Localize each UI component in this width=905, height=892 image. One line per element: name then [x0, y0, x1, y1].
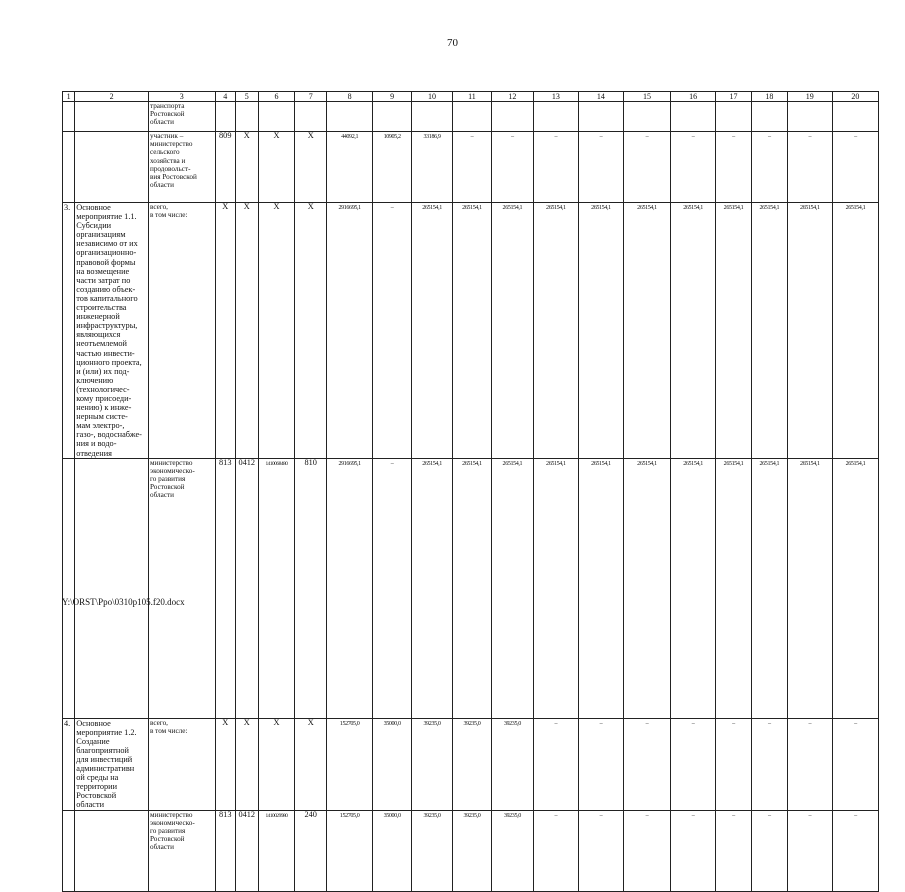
value-cell: – [832, 132, 878, 203]
value-cell: 265154,1 [671, 203, 716, 459]
measure-name [75, 132, 149, 203]
value-cell: – [623, 132, 670, 203]
value-cell: 265154,1 [533, 203, 578, 459]
column-header: 12 [491, 92, 533, 102]
executor-line: министерство [149, 458, 193, 467]
measure-name-line: отведения [76, 448, 112, 458]
executor-line: всего, [149, 203, 168, 211]
measure-name-line: созданию объек- [76, 284, 136, 294]
value-cell: – [623, 718, 670, 810]
value-cell: – [751, 718, 787, 810]
value-cell: – [578, 810, 623, 891]
column-header: 7 [295, 92, 327, 102]
header-row [63, 92, 879, 102]
value-cell: 265154,1 [751, 203, 787, 459]
value-cell: – [751, 810, 787, 891]
executor-line: в том числе: [149, 211, 188, 220]
measure-name-line: организационно- [76, 248, 137, 258]
value-cell: 39235,0 [412, 718, 453, 810]
measure-name-line: нению) к инже- [76, 403, 132, 413]
measure-name-line: строительства [76, 303, 127, 313]
value-cell: 265154,1 [832, 203, 878, 459]
measure-name-line: газо-, водоснабже- [76, 430, 142, 440]
value-cell: – [716, 132, 752, 203]
measure-name-line: мам электро-, [76, 421, 125, 431]
executor-line: продовольст- [149, 164, 191, 173]
measure-name-line: части затрат по [76, 275, 131, 285]
column-header: 4 [215, 92, 235, 102]
value-cell: – [671, 810, 716, 891]
measure-name-line: инфраструктуры, [76, 321, 138, 331]
value-cell: 10905,2 [373, 132, 412, 203]
value-cell [412, 102, 453, 132]
value-cell [578, 102, 623, 132]
measure-name-line: неотъемлемой [76, 339, 127, 349]
value-cell [215, 102, 235, 132]
column-header: 17 [716, 92, 752, 102]
value-cell: 0412 [236, 458, 259, 718]
file-path: Y:\ORST\Ppo\0310p105.f20.docx [62, 597, 185, 607]
value-cell: 265154,1 [578, 458, 623, 718]
value-cell: 240 [295, 810, 327, 891]
value-cell: X [215, 718, 235, 810]
value-cell: – [716, 810, 752, 891]
measure-name-line: Субсидии [76, 221, 112, 231]
value-cell: 152705,0 [327, 718, 373, 810]
executor-line: области [149, 843, 175, 852]
measure-name-line: кому присоеди- [76, 393, 132, 403]
value-cell: 265154,1 [623, 203, 670, 459]
value-cell: 809 [215, 132, 235, 203]
executor-cell [148, 102, 215, 132]
measure-name-line: тов капитального [76, 293, 138, 303]
value-cell: 813 [215, 810, 235, 891]
measure-name-line: являющихся [76, 330, 121, 340]
row-number [63, 102, 75, 132]
value-cell: – [832, 810, 878, 891]
table-row [63, 132, 879, 203]
value-cell [716, 102, 752, 132]
measure-name-line: ционного проекта, [76, 357, 142, 367]
executor-line: го развития [149, 475, 186, 484]
value-cell: 265154,1 [787, 203, 832, 459]
measure-name [75, 810, 149, 891]
value-cell: – [787, 810, 832, 891]
column-header: 18 [751, 92, 787, 102]
value-cell: 39235,0 [453, 718, 492, 810]
value-cell: – [578, 718, 623, 810]
value-cell [623, 102, 670, 132]
value-cell: – [751, 132, 787, 203]
value-cell: 39235,0 [453, 810, 492, 891]
value-cell: – [533, 132, 578, 203]
table-row [63, 102, 879, 132]
value-cell: 810 [295, 458, 327, 718]
value-cell [491, 102, 533, 132]
value-cell: 265154,1 [787, 458, 832, 718]
value-cell: 35000,0 [373, 718, 412, 810]
value-cell [671, 102, 716, 132]
value-cell: 265154,1 [453, 203, 492, 459]
executor-line: области [149, 181, 175, 190]
value-cell: 2916695,1 [327, 458, 373, 718]
measure-name-line: административн [76, 764, 135, 774]
executor-line: транспорта [149, 102, 185, 110]
value-cell: X [215, 203, 235, 459]
executor-line: Ростовской [149, 483, 185, 492]
value-cell: – [491, 132, 533, 203]
executor-line: участник – [149, 132, 184, 140]
measure-name [75, 458, 149, 718]
column-header: 9 [373, 92, 412, 102]
value-cell: X [236, 203, 259, 459]
value-cell [832, 102, 878, 132]
value-cell: 33186,9 [412, 132, 453, 203]
measure-name [75, 102, 149, 132]
value-cell: 2916695,1 [327, 203, 373, 459]
value-cell: X [295, 718, 327, 810]
value-cell: 44092,1 [327, 132, 373, 203]
executor-cell [148, 810, 215, 891]
column-header: 2 [75, 92, 149, 102]
measure-name-line: (технологичес- [76, 384, 130, 394]
column-header: 19 [787, 92, 832, 102]
measure-name-line: на возмещение [76, 266, 130, 276]
value-cell: X [258, 132, 295, 203]
executor-cell [148, 203, 215, 459]
value-cell [295, 102, 327, 132]
measure-name-line: ния и водо- [76, 439, 117, 449]
executor-cell [148, 718, 215, 810]
row-number [63, 810, 75, 891]
value-cell: – [787, 718, 832, 810]
column-header: 1 [63, 92, 75, 102]
value-cell [258, 102, 295, 132]
executor-line: экономическо- [149, 818, 195, 827]
value-cell: – [716, 718, 752, 810]
value-cell: 39235,0 [491, 718, 533, 810]
executor-line: Ростовской [149, 835, 185, 844]
executor-line: хозяйства и [149, 156, 186, 165]
row-number: 3. [63, 203, 75, 459]
value-cell: 35000,0 [373, 810, 412, 891]
table-row [63, 718, 879, 810]
value-cell: 265154,1 [412, 458, 453, 718]
measure-name-line: мероприятие 1.2. [76, 727, 137, 737]
value-cell: – [533, 810, 578, 891]
value-cell: 265154,1 [578, 203, 623, 459]
column-header: 8 [327, 92, 373, 102]
measure-name-line: Основное [76, 718, 111, 728]
column-header: 3 [148, 92, 215, 102]
table-row [63, 203, 879, 459]
value-cell: – [787, 132, 832, 203]
value-cell: 1410068480 [258, 458, 295, 718]
value-cell [751, 102, 787, 132]
executor-cell [148, 132, 215, 203]
value-cell: X [258, 718, 295, 810]
executor-line: в том числе: [149, 726, 188, 735]
value-cell: 39235,0 [491, 810, 533, 891]
value-cell [327, 102, 373, 132]
value-cell [453, 102, 492, 132]
value-cell: 265154,1 [716, 458, 752, 718]
column-header: 5 [236, 92, 259, 102]
measure-name-line: благоприятной [76, 745, 129, 755]
value-cell: 265154,1 [453, 458, 492, 718]
value-cell: – [832, 718, 878, 810]
measure-name-line: частью инвести- [76, 348, 135, 358]
budget-table [62, 91, 879, 892]
value-cell: – [671, 132, 716, 203]
measure-name-line: области [76, 800, 105, 810]
executor-line: области [149, 491, 175, 500]
value-cell: 265154,1 [751, 458, 787, 718]
value-cell: – [671, 718, 716, 810]
measure-name-line: территории [76, 782, 118, 792]
value-cell [373, 102, 412, 132]
table-row [63, 810, 879, 891]
value-cell: – [578, 132, 623, 203]
executor-line: сельского [149, 148, 180, 157]
value-cell: 265154,1 [412, 203, 453, 459]
column-header: 15 [623, 92, 670, 102]
executor-line: экономическо- [149, 466, 195, 475]
executor-line: области [149, 118, 175, 127]
executor-line: Ростовской [149, 110, 185, 119]
column-header: 6 [258, 92, 295, 102]
value-cell [533, 102, 578, 132]
value-cell: X [258, 203, 295, 459]
column-header: 11 [453, 92, 492, 102]
value-cell: 0412 [236, 810, 259, 891]
measure-name-line: для инвестиций [76, 755, 133, 764]
value-cell: – [373, 458, 412, 718]
column-header: 20 [832, 92, 878, 102]
value-cell: 265154,1 [533, 458, 578, 718]
value-cell: 265154,1 [671, 458, 716, 718]
value-cell: 813 [215, 458, 235, 718]
value-cell: X [295, 132, 327, 203]
measure-name-line: Ростовской [76, 791, 117, 801]
measure-name-line: независимо от их [76, 239, 138, 249]
table-row [63, 458, 879, 718]
value-cell: – [373, 203, 412, 459]
executor-line: всего, [149, 718, 168, 727]
executor-cell [148, 458, 215, 718]
value-cell: – [533, 718, 578, 810]
value-cell: 265154,1 [716, 203, 752, 459]
measure-name-line: ключению [76, 375, 114, 385]
column-header: 10 [412, 92, 453, 102]
value-cell: 265154,1 [623, 458, 670, 718]
executor-line: го развития [149, 826, 186, 835]
value-cell: 265154,1 [491, 458, 533, 718]
measure-name-line: Создание [76, 736, 110, 746]
measure-name-line: Основное [76, 203, 111, 212]
measure-name-line: нерным систе- [76, 412, 128, 422]
measure-name-line: инженерной [76, 312, 120, 322]
measure-name-line: мероприятие 1.1. [76, 212, 137, 222]
executor-line: вия Ростовской [149, 173, 197, 182]
measure-name-line: ой среды на [76, 773, 119, 783]
column-header: 13 [533, 92, 578, 102]
value-cell: 265154,1 [832, 458, 878, 718]
column-header: 16 [671, 92, 716, 102]
value-cell: 39235,0 [412, 810, 453, 891]
measure-name-line: правовой формы [76, 257, 136, 267]
value-cell: X [236, 132, 259, 203]
value-cell: X [295, 203, 327, 459]
value-cell: X [236, 718, 259, 810]
value-cell: 152705,0 [327, 810, 373, 891]
executor-line: министерство [149, 140, 193, 149]
column-header: 14 [578, 92, 623, 102]
measure-name-line: и (или) их под- [76, 366, 130, 376]
value-cell: – [623, 810, 670, 891]
row-number [63, 458, 75, 718]
value-cell: – [453, 132, 492, 203]
page-number: 70 [447, 37, 458, 49]
executor-line: министерство [149, 810, 193, 819]
value-cell: 1410029980 [258, 810, 295, 891]
value-cell [787, 102, 832, 132]
value-cell: 265154,1 [491, 203, 533, 459]
row-number: 4. [63, 718, 75, 810]
measure-name [75, 203, 149, 459]
row-number [63, 132, 75, 203]
value-cell [236, 102, 259, 132]
measure-name [75, 718, 149, 810]
measure-name-line: организациям [76, 230, 126, 240]
